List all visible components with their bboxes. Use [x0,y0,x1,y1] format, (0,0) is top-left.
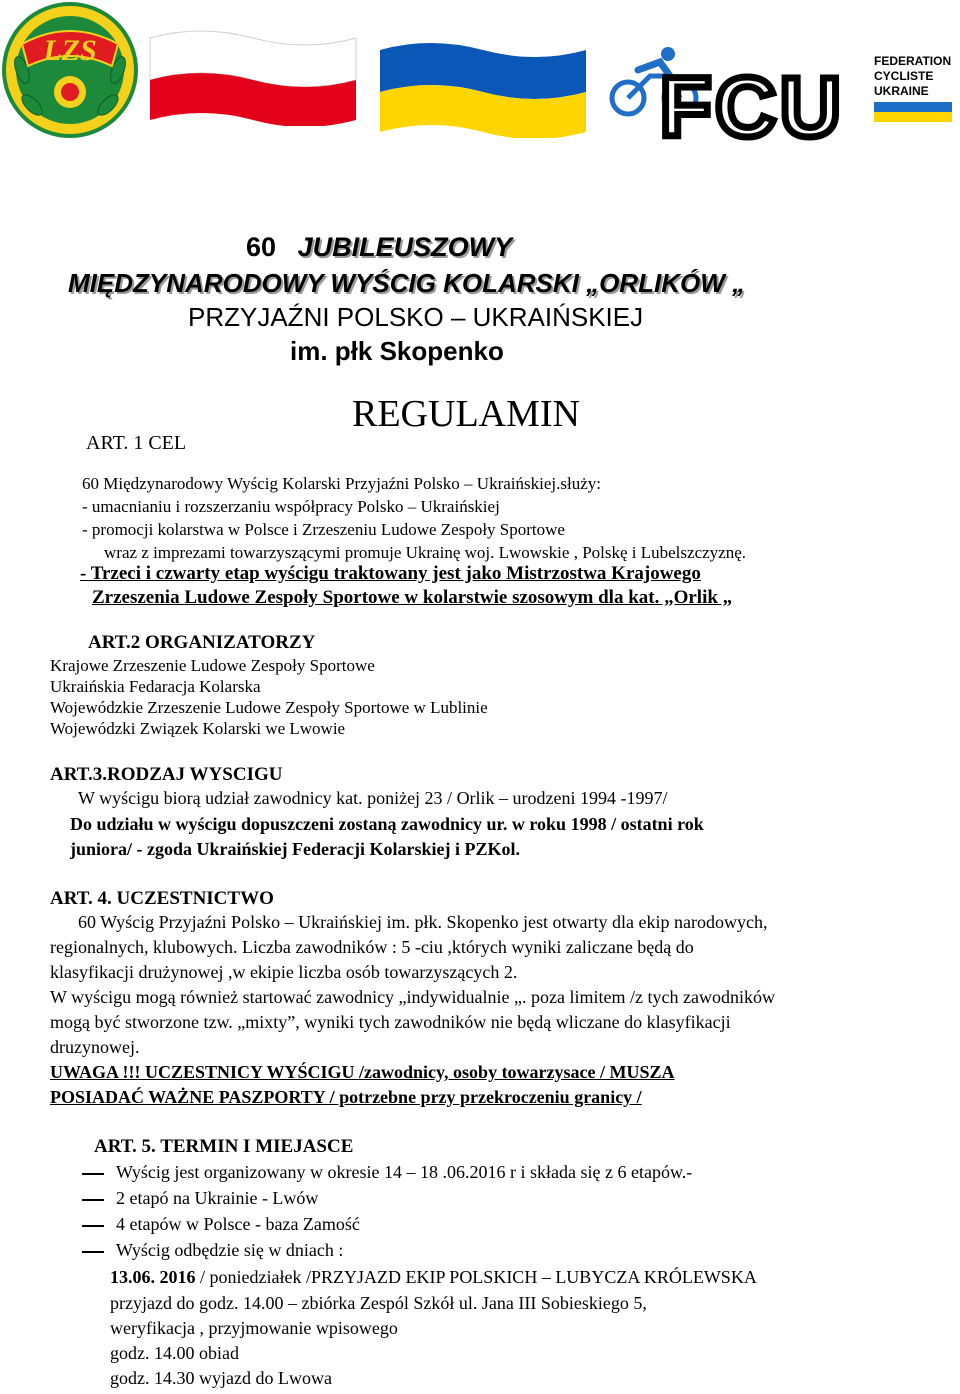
title-number: 60 [246,232,277,262]
art1-line: - promocji kolarstwa w Polsce i Zrzeszeniu Ludowe Zespoły Sportowe [82,520,565,539]
poland-flag [148,28,358,126]
art1-championship-line: - Trzeci i czwarty etap wyścigu traktowany jest jako Mistrzostwa Krajowego [80,563,701,584]
organizer-item: Wojewódzkie Zrzeszenie Ludowe Zespoły Sportowe w Lublinie [50,698,488,717]
bullet-dash [82,1225,104,1227]
title-line2: MIĘDZYNARODOWY WYŚCIG KOLARSKI „ORLIKÓW „ [68,268,745,298]
ukraine-flag [378,40,588,138]
art4-line: druzynowej. [50,1037,140,1057]
art2-heading: ART.2 ORGANIZATORZY [88,632,316,653]
art4-line: klasyfikacji drużynowej ,w ekipie liczba osób towarzyszących 2. [50,962,518,982]
title-jubilee: JUBILEUSZOWY [297,232,513,262]
bullet-dash [82,1173,104,1175]
art3-heading: ART.3.RODZAJ WYSCIGU [50,764,283,785]
schedule-item: weryfikacja , przyjmowanie wpisowego [110,1318,398,1338]
art1-heading: ART. 1 CEL [86,432,187,454]
fcu-name-line2: CYCLISTE [874,69,934,83]
title-line3: PRZYJAŹNI POLSKO – UKRAIŃSKIEJ [188,302,644,332]
art1-line: 60 Międzynarodowy Wyścig Kolarski Przyjaźni Polsko – Ukraińskiej.służy: [82,474,601,493]
title-line4: im. płk Skopenko [290,336,504,366]
art4-warning: UWAGA !!! UCZESTNICY WYŚCIGU /zawodnicy, osoby towarzysace / MUSZA [50,1062,675,1082]
schedule-item: godz. 14.30 wyjazd do Lwowa [110,1368,332,1388]
art3-line: Do udziału w wyścigu dopuszczeni zostaną zawodnicy ur. w roku 1998 / ostatni rok [70,814,704,834]
art4-line: mogą być stworzone tzw. „mixty”, wyniki tych zawodników nie będą wliczane do klasyfikacji [50,1012,731,1032]
art1-championship-line: Zrzeszenia Ludowe Zespoły Sportowe w kolarstwie szosowym dla kat. „Orlik „ [92,587,733,608]
lzs-logo [0,0,140,140]
art4-line: W wyścigu mogą również startować zawodnicy „indywidualnie „. poza limitem /z tych zawodników [50,987,775,1007]
art4-line: 60 Wyścig Przyjaźni Polsko – Ukraińskiej im. płk. Skopenko jest otwarty dla ekip narodowych, [78,912,768,932]
fcu-name-line3: UKRAINE [874,84,929,98]
art5-heading: ART. 5. TERMIN I MIEJASCE [94,1136,354,1157]
lzs-logo-text: LZS [43,34,97,67]
art4-warning: POSIADAĆ WAŻNE PASZPORTY / potrzebne przy przekroczeniu granicy / [50,1087,642,1107]
art5-date-description: / poniedziałek /PRZYJAZD EKIP POLSKICH – LUBYCZA KRÓLEWSKA [195,1267,757,1287]
fcu-name-line1: FEDERATION [874,54,952,68]
art5-bullet: 2 etapó na Ukrainie - Lwów [116,1188,319,1208]
organizer-item: Wojewódzki Związek Kolarski we Lwowie [50,719,346,738]
art1-line: - umacnianiu i rozszerzaniu współpracy Polsko – Ukraińskiej [82,497,500,516]
art5-date-line [110,1267,757,1288]
bullet-dash [82,1251,104,1253]
schedule-item: przyjazd do godz. 14.00 – zbiórka Zespól Szkół ul. Jana III Sobieskiego 5, [110,1293,647,1313]
title-line1 [246,232,512,263]
art1-line: wraz z imprezami towarzyszącymi promuje Ukrainę woj. Lwowskie , Polskę i Lubelszczyznę. [104,543,746,562]
art5-bullet: 4 etapów w Polsce - baza Zamość [116,1214,360,1234]
art5-bullet: Wyścig jest organizowany w okresie 14 – 18 .06.2016 r i składa się z 6 etapów.- [116,1162,693,1182]
art5-bullet: Wyścig odbędzie się w dniach : [116,1240,344,1260]
schedule-item: godz. 14.00 obiad [110,1343,239,1363]
fcu-logo [598,40,958,150]
art3-line: W wyścigu biorą udział zawodnicy kat. poniżej 23 / Orlik – urodzeni 1994 -1997/ [78,788,668,808]
bullet-dash [82,1199,104,1201]
organizer-item: Krajowe Zrzeszenie Ludowe Zespoły Sportowe [50,656,375,675]
fcu-logo-text: FCU [660,60,845,150]
organizer-item: Ukraińskia Fedaracja Kolarska [50,677,261,696]
art5-date: 13.06. 2016 [110,1267,196,1287]
art4-line: regionalnych, klubowych. Liczba zawodników : 5 -ciu ,których wyniki zaliczane będą do [50,937,694,957]
art3-line: juniora/ - zgoda Ukraińskiej Federacji Kolarskiej i PZKol. [70,839,520,859]
regulamin-heading: REGULAMIN [352,393,580,435]
art4-heading: ART. 4. UCZESTNICTWO [50,888,274,909]
